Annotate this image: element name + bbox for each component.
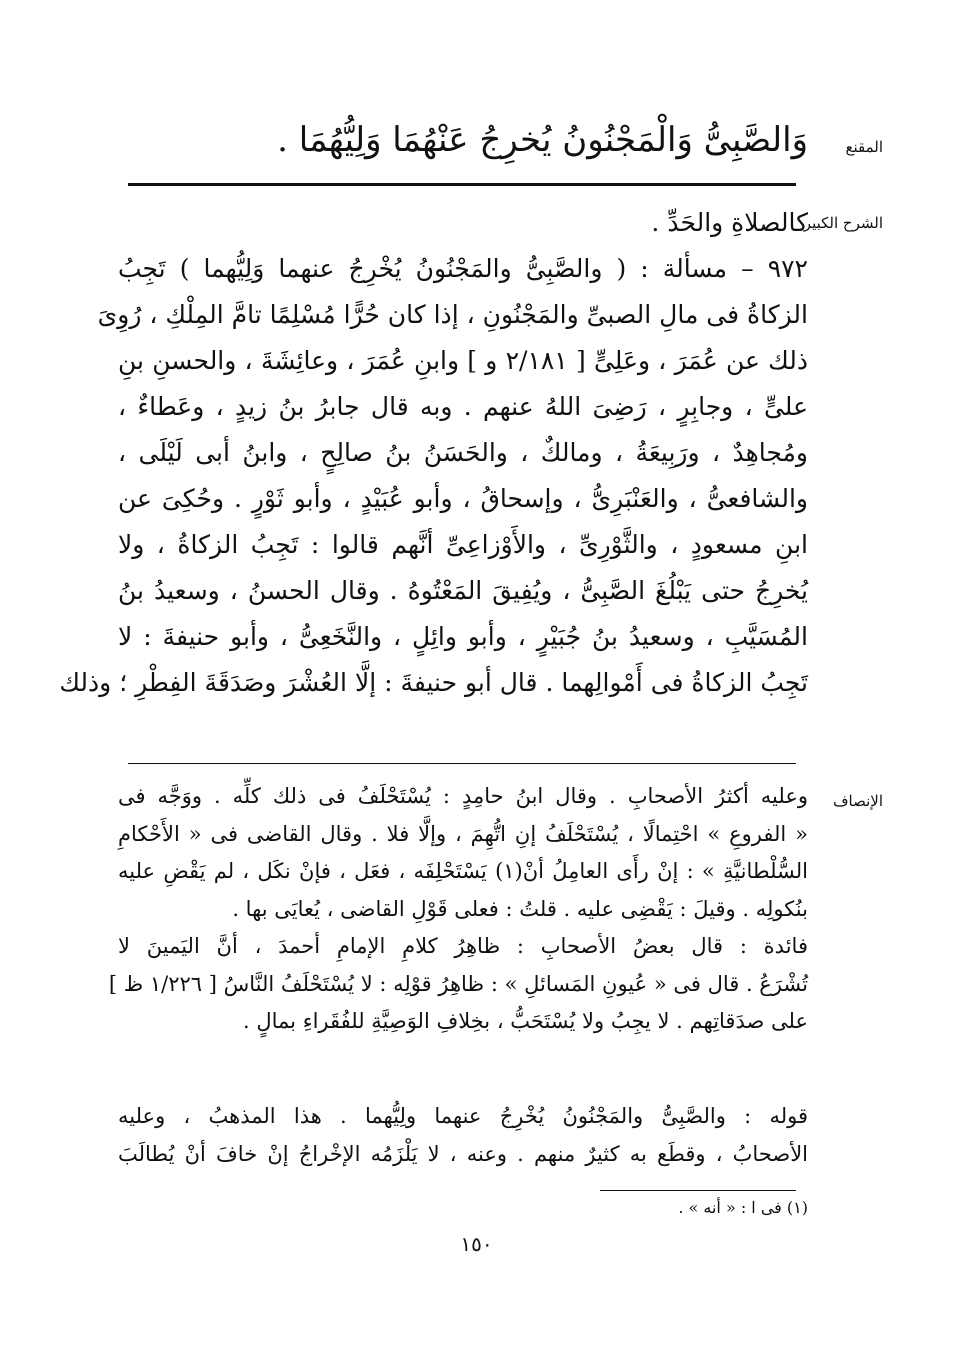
- insaf-line: تُشْرَعُ . قال فى « عُيونِ المَسائلِ » : ظاهِرُ قوْلِه : لا يُسْتَحْلَفُ النَّاسُ [ ١/٢٢٦ ظ ]: [108, 971, 808, 996]
- sharh-line: ابنِ مسعودٍ ، والثَّوْرِىِّ ، والأَوْزاعِىِّ أنَّهم قالوا : تَجِبُ الزكاةُ ، ولا: [118, 530, 808, 559]
- insaf-line: بنُكولِه . وقيلَ : يَقْضِى عليه . قلتُ : فعلى قَوْلِ القاضى ، يُعايَى بها .: [232, 896, 808, 921]
- sharh-line: المُسَيَّبِ ، وسعيدُ بنُ جُبَيْرٍ ، وأبو وائِلٍ ، والنَّخَعِىُّ ، وأبو حنيفةَ : لا: [118, 622, 808, 651]
- label-muqni: المقنع: [845, 138, 883, 156]
- label-sharh: الشرح الكبير: [803, 214, 883, 232]
- footnote: (١) فى ا : « أنه » .: [678, 1198, 808, 1217]
- label-insaf: الإنصاف: [832, 792, 883, 810]
- page-number: ١٥٠: [460, 1232, 493, 1256]
- footnote-divider: [600, 1190, 796, 1191]
- insaf-text: [108, 778, 808, 1041]
- sharh-line: ٩٧٢ – مسألة : ( والصَّبِىُّ والمَجْنُونُ يُخْرِجُ عنهما وَلِيُّهما ) تَجِبُ: [118, 254, 808, 283]
- sharh-line: علىٍّ ، وجابِرٍ ، رَضِىَ اللهُ عنهم . وبه قال جابرُ بنُ زيدٍ ، وعَطاءٌ ،: [118, 392, 808, 421]
- sharh-line: الزكاةُ فى مالِ الصبىِّ والمَجْنُونِ ، إذا كان حُرًّا مُسْلِمًا تامَّ المِلْكِ ، رُوِىَ: [97, 300, 808, 329]
- sharh-line: كالصلاةِ والحَدِّ .: [651, 208, 808, 237]
- qawluh-line: الأصحابُ ، وقطَع به كثيرٌ منهم . وعنه ، لا يَلْزَمُه الإخْراجُ إنْ خافَ أنْ يُطالَبَ: [118, 1141, 808, 1166]
- qawluh-text: [118, 1098, 808, 1173]
- section-divider-thin: [128, 763, 796, 764]
- insaf-line: على صدَقاتِهم . لا يجِبُ ولا يُسْتَحَبُّ ، بخِلافِ الوَصِيَّةِ للفُقَراءِ بمالٍ .: [243, 1009, 808, 1033]
- insaf-line: وعليه أكثرُ الأصحابِ . وقال ابنُ حامِدٍ : يُسْتَحْلَفُ فى ذلك كلِّه . ووَجَّه فى: [118, 784, 808, 808]
- sharh-line: ومُجاهِدٌ ، ورَبِيعَةُ ، ومالكٌ ، والحَسَنُ بنُ صالِحٍ ، وابنُ أبى لَيْلَى ،: [118, 438, 808, 467]
- insaf-line: فائدة : قال بعضُ الأصحابِ : ظاهِرُ كلامِ الإمامِ أحمدَ ، أنَّ اليَمينَ لا: [118, 934, 808, 958]
- section-divider-thick: [128, 183, 796, 186]
- sharh-line: والشافعىُّ ، والعَنْبَرِىُّ ، وإسحاقُ ، وأبو عُبَيْدٍ ، وأبو ثَوْرٍ . وحُكِىَ عن: [118, 484, 808, 513]
- insaf-line: « الفروعِ » احْتِمالًا ، يُسْتَحْلَفُ إنِ اتُّهِمَ ، وإلَّا فلا . وقال القاضى فى « الأَحْكامِ: [118, 821, 808, 846]
- sharh-text: [59, 200, 808, 706]
- insaf-line: السُّلْطانيَّةِ » : إنْ رأَى العامِلُ أنْ(١) يَسْتَحْلِفَه ، فعَل ، فإنْ نكَل ، لم يَقْضِ عليه: [118, 859, 808, 883]
- sharh-line: ذلك عن عُمَرَ ، وعَلِىٍّ [ ٢/١٨١ و ] وابنِ عُمَرَ ، وعائِشَةَ ، والحسنِ بنِ: [118, 346, 808, 375]
- qawluh-line: قوله : والصَّبِىُّ والمَجْنُونُ يُخْرِجُ عنهما ولِيُّهما . هذا المذهبُ ، وعليه: [118, 1104, 808, 1128]
- sharh-line: يُخرِجُ حتى يَبْلُغَ الصَّبِىُّ ، ويُفِيقَ المَعْتُوهُ . وقال الحسنُ ، وسعيدُ بنُ: [118, 576, 808, 605]
- muqni-text: وَالصَّبِىُّ وَالْمَجْنُونُ يُخرِجُ عَنْهُمَا وَلِيُّهُمَا .: [277, 120, 808, 160]
- sharh-line: تَجِبُ الزكاةُ فى أَمْوالِهما . قال أبو حنيفةَ : إلَّا العُشْرَ وصَدَقَةَ الفِطْرِ ؛ وذلك: [59, 668, 808, 697]
